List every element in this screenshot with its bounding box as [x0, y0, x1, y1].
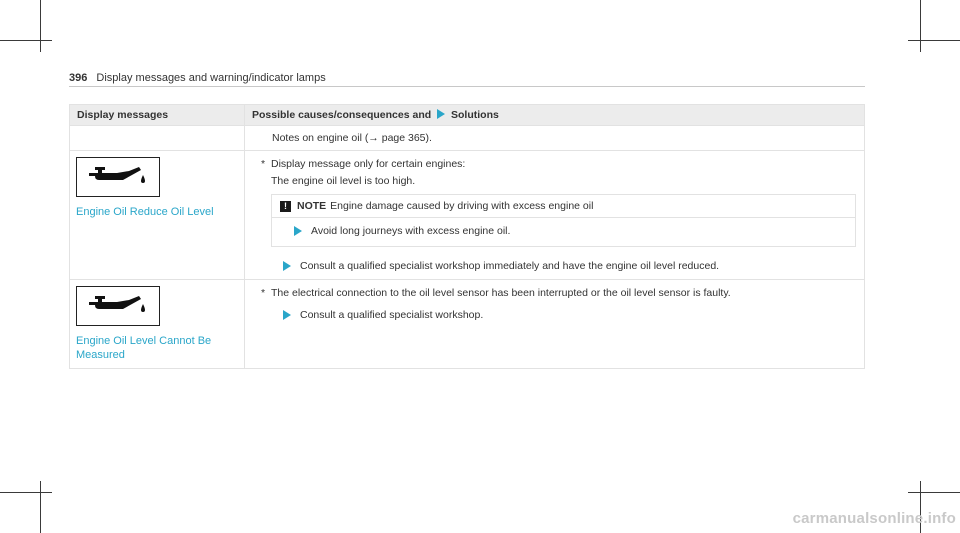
- column-header-messages: Display messages: [70, 105, 245, 126]
- column-header-causes-label: Possible causes/consequences and: [252, 109, 432, 121]
- crop-mark: [920, 0, 921, 52]
- section-title: Display messages and warning/indicator lamps: [96, 72, 326, 84]
- warning-icon: !: [280, 201, 291, 212]
- engine-oil-icon: [76, 157, 160, 197]
- solution-step: [283, 308, 864, 322]
- engine-oil-icon: [76, 286, 160, 326]
- table-row: [70, 126, 865, 151]
- page-header: [69, 72, 326, 84]
- watermark: carmanualsonline.info: [792, 510, 956, 527]
- step-arrow-icon: [294, 226, 302, 236]
- crop-mark: [0, 492, 52, 493]
- solution-arrow-icon: [437, 109, 445, 119]
- header-divider: [69, 86, 865, 87]
- crop-mark: [0, 40, 52, 41]
- note-header: [272, 195, 855, 218]
- note-step-text: Avoid long journeys with excess engine oil.: [311, 225, 511, 237]
- note-box: [271, 194, 856, 247]
- display-messages-table: [69, 104, 865, 369]
- column-header-causes: [245, 105, 865, 126]
- cause-note: * The electrical connection to the oil level sensor has been interrupted or the oil level sensor is faulty.: [261, 287, 731, 299]
- note-body: [272, 218, 855, 246]
- continued-note: Notes on engine oil (→ page 365).: [272, 132, 432, 144]
- note-text: Engine damage caused by driving with excess engine oil: [330, 200, 594, 212]
- message-label: Engine Oil Reduce Oil Level: [76, 206, 214, 218]
- crop-mark: [40, 0, 41, 52]
- engine-note-text: Display message only for certain engines:: [271, 158, 466, 170]
- table-row: [70, 280, 865, 369]
- cause-text: The electrical connection to the oil level sensor has been interrupted or the oil level sensor is faulty.: [271, 287, 731, 299]
- step-arrow-icon: [283, 261, 291, 271]
- solution-step: [283, 259, 864, 273]
- table-header-row: [70, 105, 865, 126]
- page-number: 396: [69, 72, 88, 84]
- cause-text: The engine oil level is too high.: [271, 175, 416, 187]
- crop-mark: [40, 481, 41, 533]
- solution-text: Consult a qualified specialist workshop immediately and have the engine oil level reduced.: [300, 260, 720, 272]
- crop-mark: [908, 40, 960, 41]
- crop-mark: [908, 492, 960, 493]
- message-label: Engine Oil Level Cannot Be Measured: [76, 335, 212, 361]
- note-title: NOTE: [297, 200, 327, 212]
- solution-text: Consult a qualified specialist workshop.: [300, 309, 484, 321]
- engine-note: * Display message only for certain engines:: [261, 158, 466, 170]
- step-arrow-icon: [283, 310, 291, 320]
- table-row: [70, 151, 865, 280]
- column-header-solutions-label: Solutions: [451, 109, 499, 121]
